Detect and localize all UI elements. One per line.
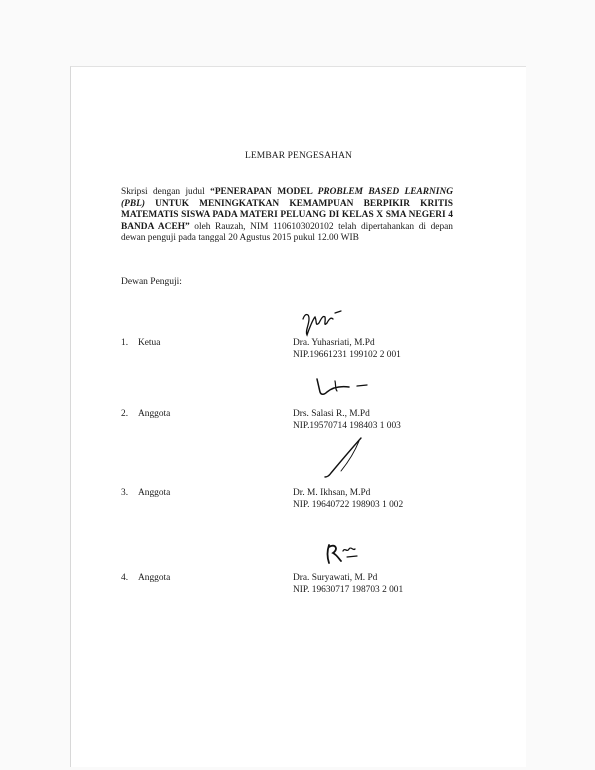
examiner-number: 2. <box>121 409 129 419</box>
document-page <box>70 66 526 767</box>
examiner-number: 3. <box>121 488 129 498</box>
examiner-role: Ketua <box>138 338 161 348</box>
examiner-role: Anggota <box>138 573 171 583</box>
examiner-number: 4. <box>121 573 129 583</box>
page-title: LEMBAR PENGESAHAN <box>245 151 352 161</box>
examiner-name: Dra. Suryawati, M. Pd <box>293 573 378 583</box>
signature-2-icon <box>311 375 371 397</box>
examiner-name: Dr. M. Ikhsan, M.Pd <box>293 488 371 498</box>
intro-lead: Skripsi dengan judul <box>121 187 211 197</box>
signature-4-icon <box>323 541 363 567</box>
thesis-title: “PENERAPAN MODEL PROBLEM BASED LEARNING (PBL) UNTUK MENINGKATKAN KEMAMPUAN BERPIKIR KRITIS MATEMATIS SISWA PADA MATERI PELUANG DI KELAS X SMA NEGERI 4 BANDA ACEH” <box>121 187 453 232</box>
signature-1-icon <box>299 309 345 339</box>
examiner-name: Drs. Salasi R., M.Pd <box>293 409 370 419</box>
examiner-nip: NIP.19570714 198403 1 003 <box>293 421 401 431</box>
examiner-nip: NIP. 19640722 198903 1 002 <box>293 500 404 510</box>
examiner-name: Dra. Yuhasriati, M.Pd <box>293 338 375 348</box>
examiner-role: Anggota <box>138 488 171 498</box>
examiner-role: Anggota <box>138 409 171 419</box>
signature-3-icon <box>321 435 365 481</box>
examiner-number: 1. <box>121 338 129 348</box>
intro-tail: oleh Rauzah, NIM 1106103020102 telah dipertahankan di depan dewan penguji pada tanggal 20 Agustus 2015 pukul 12.00 WIB <box>121 221 453 244</box>
examiner-nip: NIP. 19630717 198703 2 001 <box>293 585 404 595</box>
examiner-nip: NIP.19661231 199102 2 001 <box>293 350 401 360</box>
examiners-label: Dewan Penguji: <box>121 277 182 287</box>
approval-paragraph <box>121 187 453 245</box>
